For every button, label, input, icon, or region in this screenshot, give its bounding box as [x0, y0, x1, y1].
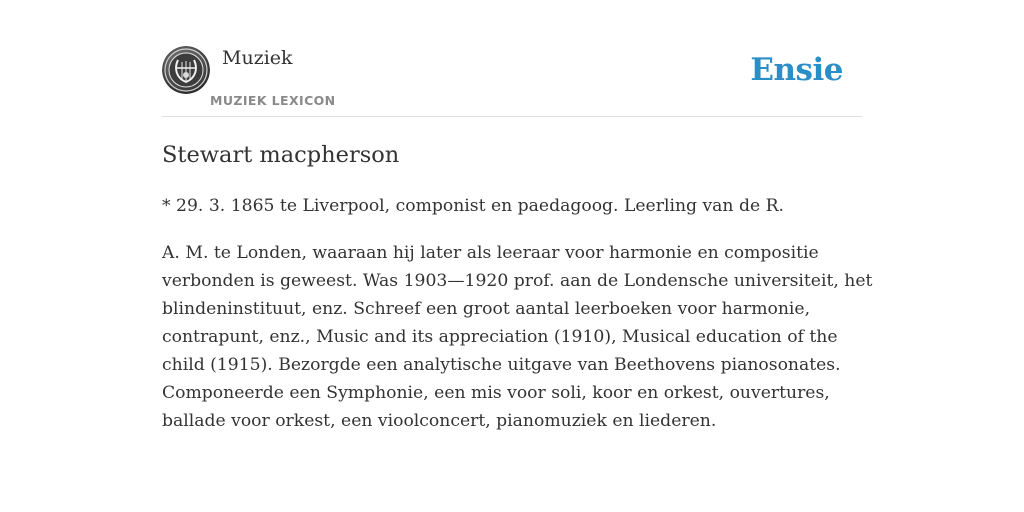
- paragraph-line: A. M. te Londen, waaraan hij later als leeraar voor harmonie en compositie: [162, 243, 819, 263]
- source-subtitle[interactable]: MUZIEK LEXICON: [210, 93, 336, 108]
- paragraph-line: contrapunt, enz., Music and its appreciation (1910), Musical education of the: [162, 327, 838, 347]
- brand-logo[interactable]: Ensie: [750, 52, 843, 88]
- paragraph-line: ballade voor orkest, een vioolconcert, pianomuziek en liederen.: [162, 411, 717, 431]
- lyre-emblem-icon: [162, 46, 210, 94]
- paragraph-line: child (1915). Bezorgde een analytische uitgave van Beethovens pianosonates.: [162, 355, 841, 375]
- paragraph-line: Componeerde een Symphonie, een mis voor soli, koor en orkest, ouvertures,: [162, 383, 830, 403]
- paragraph-line: blindeninstituut, enz. Schreef een groot aantal leerboeken voor harmonie,: [162, 299, 811, 319]
- article-paragraph-1: [162, 192, 882, 220]
- source-name[interactable]: Muziek: [222, 47, 293, 69]
- paragraph-line: verbonden is geweest. Was 1903—1920 prof. aan de Londensche universiteit, het: [162, 271, 873, 291]
- source-avatar[interactable]: [162, 46, 210, 94]
- source-header: [162, 42, 862, 117]
- article-paragraph-2: [162, 239, 882, 435]
- article-title: Stewart macpherson: [162, 142, 400, 168]
- paragraph-line: * 29. 3. 1865 te Liverpool, componist en paedagoog. Leerling van de R.: [162, 196, 785, 216]
